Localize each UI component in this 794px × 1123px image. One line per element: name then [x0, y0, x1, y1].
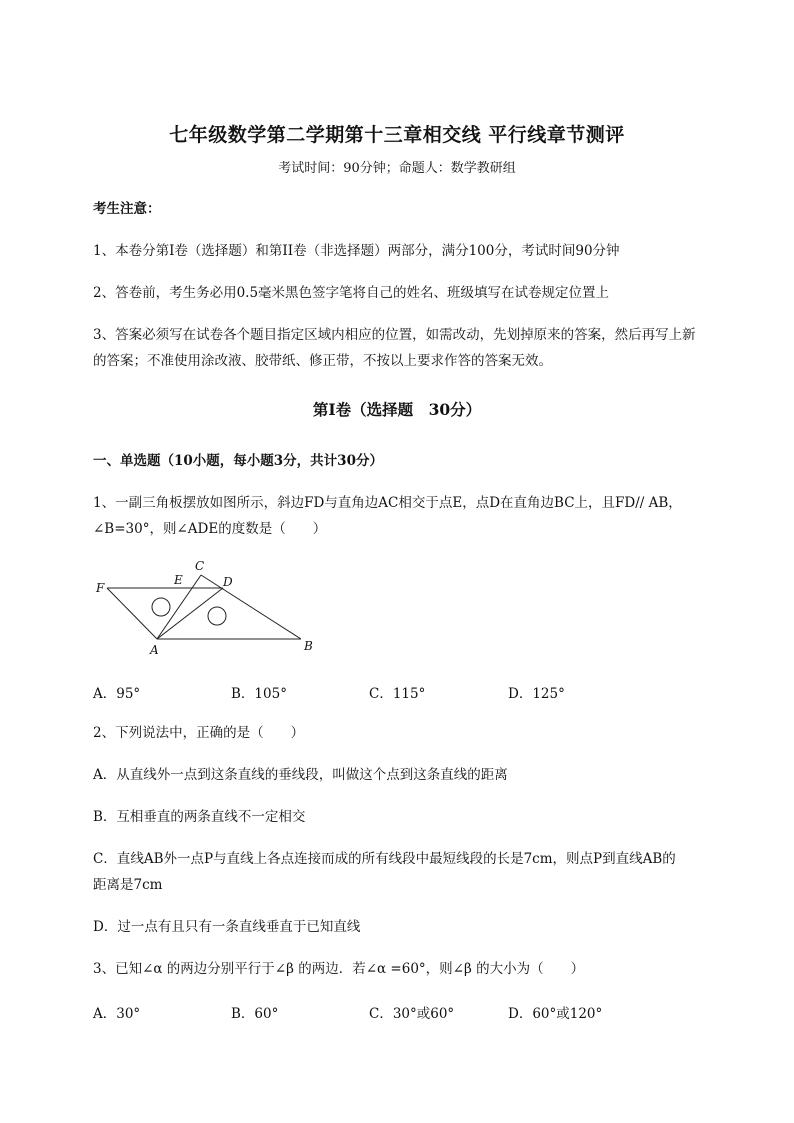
q2-stem: 2、下列说法中，正确的是（ ） [93, 725, 305, 741]
triangle-hole-left [152, 598, 170, 616]
q3-option-b: B．60° [231, 1006, 279, 1022]
section-title: 第I卷（选择题 30分） [312, 400, 482, 419]
q2-option-a: A．从直线外一点到这条直线的垂线段，叫做这个点到这条直线的距离 [93, 767, 508, 783]
label-c: C [195, 559, 205, 573]
q2-option-c-line2: 距离是7cm [93, 877, 163, 893]
label-b: B [304, 639, 313, 653]
q1-option-c: C．115° [369, 686, 426, 702]
q1-stem-line1: 1、一副三角板摆放如图所示，斜边FD与直角边AC相交于点E，点D在直角边BC上，且FD// AB， [93, 495, 682, 511]
q3-option-a: A．30° [93, 1006, 141, 1022]
q2-option-d: D．过一点有且只有一条直线垂直于已知直线 [93, 919, 361, 935]
q3-stem: 3、已知∠α 的两边分别平行于∠β 的两边．若∠α =60°，则∠β 的大小为（ ） [93, 961, 585, 977]
notice-item-2: 2、答卷前，考生务必用0.5毫米黑色签字笔将自己的姓名、班级填写在试卷规定位置上 [93, 285, 610, 301]
exam-title: 七年级数学第二学期第十三章相交线 平行线章节测评 [169, 124, 625, 146]
q2-option-b: B．互相垂直的两条直线不一定相交 [93, 809, 306, 825]
notice-heading: 考生注意： [93, 201, 161, 217]
part-heading: 一、单选题（10小题，每小题3分，共计30分） [93, 453, 383, 469]
q1-option-a: A．95° [93, 686, 141, 702]
label-a: A [150, 643, 159, 657]
label-d: D [223, 575, 233, 589]
exam-subtitle: 考试时间：90分钟；命题人：数学教研组 [278, 161, 516, 176]
q1-triangle-figure [93, 555, 323, 660]
q3-option-c: C．30°或60° [369, 1006, 455, 1022]
label-f: F [96, 581, 105, 595]
q3-option-d: D．60°或120° [508, 1006, 603, 1022]
q1-option-b: B．105° [231, 686, 287, 702]
notice-item-3-continued: 的答案；不准使用涂改液、胶带纸、修正带，不按以上要求作答的答案无效。 [93, 353, 552, 369]
label-e: E [174, 573, 183, 587]
q1-stem-line2: ∠B=30°，则∠ADE的度数是（ ） [93, 521, 327, 537]
triangle-hole-right [208, 607, 226, 625]
notice-item-3: 3、答案必须写在试卷各个题目指定区域内相应的位置，如需改动，先划掉原来的答案，然后再写上新 [93, 327, 696, 343]
notice-item-1: 1、本卷分第I卷（选择题）和第II卷（非选择题）两部分，满分100分，考试时间90分钟 [93, 243, 620, 259]
q1-option-d: D．125° [508, 686, 565, 702]
q2-option-c-line1: C．直线AB外一点P与直线上各点连接而成的所有线段中最短线段的长是7cm，则点P到直线AB的 [93, 851, 676, 867]
segment-fa [107, 588, 157, 639]
